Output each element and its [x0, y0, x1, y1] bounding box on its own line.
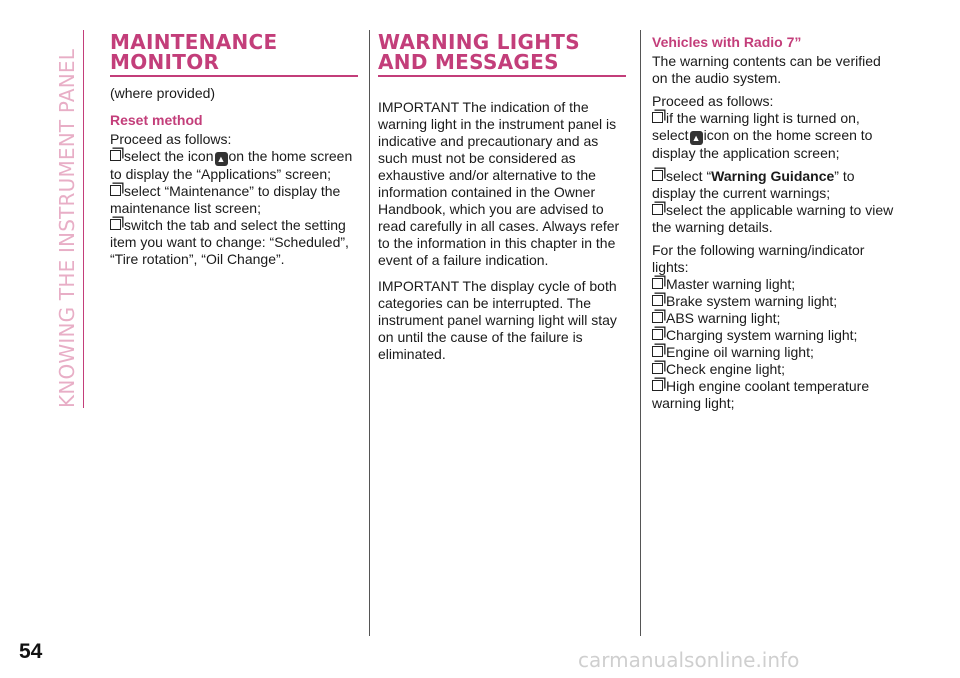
checkbox-bullet-icon	[110, 219, 121, 230]
list-item: select the icon ▲ on the home screen to display the “Applications” screen;	[110, 148, 353, 182]
checkbox-bullet-icon	[652, 170, 663, 181]
checkbox-bullet-icon	[110, 185, 121, 196]
reset-method-subheading: Reset method	[110, 112, 203, 128]
list-item: Brake system warning light;	[652, 293, 900, 310]
warning-lights-list	[652, 276, 900, 412]
list-item: select “Maintenance” to display the maintenance list screen;	[110, 183, 341, 216]
section-rule	[83, 30, 84, 408]
checkbox-bullet-icon	[110, 150, 121, 161]
warning-lights-intro: For the following warning/indicator lights:	[652, 242, 865, 275]
list-item: Charging system warning light;	[652, 327, 900, 344]
checkbox-bullet-icon	[652, 346, 663, 357]
where-provided-note: (where provided)	[110, 85, 216, 101]
column-divider	[640, 30, 641, 636]
warning-lights-heading: WARNING LIGHTS AND MESSAGES	[378, 32, 626, 77]
list-item: switch the tab and select the setting item you want to change: “Scheduled”, “Tire rotation”, “Oil Change”.	[110, 217, 349, 267]
radio-warnings-column	[652, 34, 900, 412]
section-title-vertical: KNOWING THE INSTRUMENT PANEL	[55, 48, 79, 408]
applications-icon: ▲	[690, 131, 703, 145]
radio-subheading: Vehicles with Radio 7”	[652, 34, 802, 50]
warning-lights-column	[378, 32, 626, 367]
important-note-2: IMPORTANT The display cycle of both categories can be interrupted. The instrument panel warning light will stay on until the cause of the failure is eliminated.	[378, 278, 617, 362]
column-divider	[369, 30, 370, 636]
maintenance-monitor-heading: MAINTENANCE MONITOR	[110, 32, 358, 77]
checkbox-bullet-icon	[652, 295, 663, 306]
list-item: Check engine light;	[652, 361, 900, 378]
list-item: select the applicable warning to view the warning details.	[652, 202, 894, 235]
checkbox-bullet-icon	[652, 278, 663, 289]
list-item: Engine oil warning light;	[652, 344, 900, 361]
checkbox-bullet-icon	[652, 112, 663, 123]
list-item: select “Warning Guidance” to display the current warnings;	[652, 168, 855, 201]
checkbox-bullet-icon	[652, 363, 663, 374]
list-item: if the warning light is turned on, select ▲ icon on the home screen to display the application screen;	[652, 110, 873, 161]
checkbox-bullet-icon	[652, 204, 663, 215]
maintenance-monitor-column	[110, 32, 358, 272]
checkbox-bullet-icon	[652, 329, 663, 340]
audio-verification-text: The warning contents can be verified on the audio system.	[652, 53, 881, 86]
list-item: ABS warning light;	[652, 310, 900, 327]
intro-text: Proceed as follows:	[110, 131, 232, 147]
checkbox-bullet-icon	[652, 380, 663, 391]
page-number: 54	[19, 640, 43, 663]
checkbox-bullet-icon	[652, 312, 663, 323]
applications-icon: ▲	[215, 152, 228, 166]
watermark: carmanualsonline.info	[578, 648, 800, 672]
list-item: Master warning light;	[652, 276, 900, 293]
important-note-1: IMPORTANT The indication of the warning light in the instrument panel is indicative and precautionary and as such must not be considered as exhaustive and/or alternative to the information contained in the Owner Handbook, which you are advised to read carefully in all cases. Always refer to the information in this chapter in the event of a failure indication.	[378, 99, 620, 268]
proceed-text: Proceed as follows:	[652, 93, 774, 109]
list-item: High engine coolant temperature warning light;	[652, 378, 870, 411]
